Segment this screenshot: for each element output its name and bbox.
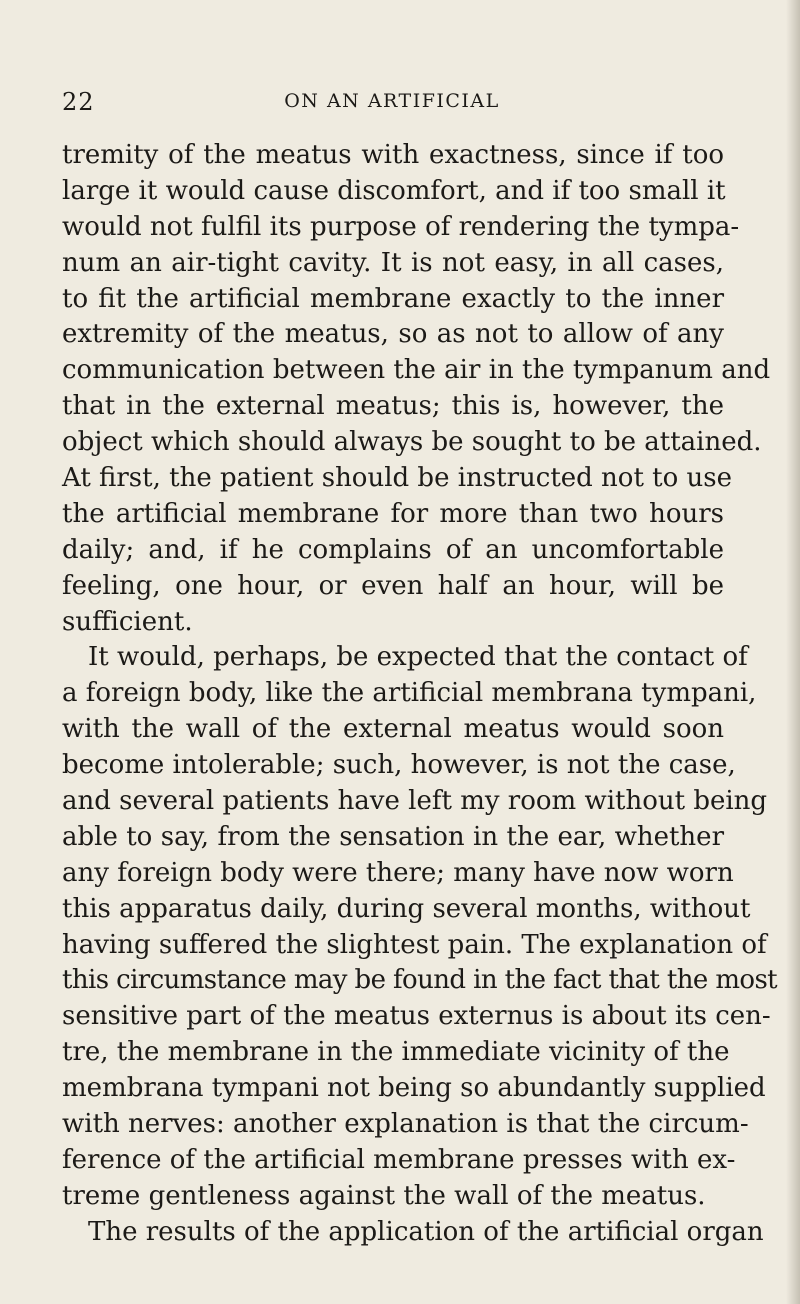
text-line: able to say, from the sensation in the ear, whether (62, 821, 724, 852)
page-edge-shadow (786, 0, 800, 1304)
text-line: large it would cause discomfort, and if too small it (62, 175, 726, 206)
text-line: membrana tympani not being so abundantly supplied (62, 1073, 766, 1104)
page-header (62, 88, 722, 118)
text-line: extremity of the meatus, so as not to allow of any (62, 319, 724, 350)
text-line: to fit the artificial membrane exactly to the inner (62, 283, 724, 314)
text-line: would not fulfil its purpose of rendering the tympa- (62, 211, 740, 242)
running-head: ON AN ARTIFICIAL (284, 90, 500, 112)
body-text (62, 138, 778, 1251)
text-line: ference of the artificial membrane presses with ex- (62, 1144, 736, 1175)
text-line: the artificial membrane for more than two hours (62, 498, 724, 529)
paragraph-start-line: It would, perhaps, be expected that the contact of (88, 642, 748, 673)
text-line: communication between the air in the tympanum and (62, 355, 771, 386)
text-line: any foreign body were there; many have now worn (62, 857, 734, 888)
text-line: a foreign body, like the artificial membrana tympani, (62, 678, 757, 709)
text-line: feeling, one hour, or even half an hour, will be (62, 570, 724, 601)
text-line: tre, the membrane in the immediate vicinity of the (62, 1037, 730, 1068)
text-line: tremity of the meatus with exactness, since if too (62, 140, 724, 170)
paragraph-start-line: The results of the application of the artificial organ (88, 1216, 764, 1247)
text-line: object which should always be sought to be attained. (62, 427, 762, 458)
text-line: num an air-tight cavity. It is not easy, in all cases, (62, 247, 724, 278)
page-number: 22 (62, 88, 95, 116)
paragraph-end-line: treme gentleness against the wall of the meatus. (62, 1180, 706, 1211)
text-line: this apparatus daily, during several months, without (62, 893, 751, 924)
text-line: become intolerable; such, however, is not the case, (62, 750, 736, 781)
text-line: with the wall of the external meatus would soon (62, 714, 724, 745)
text-line: daily; and, if he complains of an uncomfortable (62, 534, 724, 565)
text-line: sensitive part of the meatus externus is about its cen- (62, 1001, 771, 1032)
text-line: that in the external meatus; this is, however, the (62, 391, 724, 422)
text-line: At first, the patient should be instructed not to use (62, 463, 733, 494)
text-line: and several patients have left my room without being (62, 786, 768, 817)
text-line: having suffered the slightest pain. The explanation of (62, 929, 767, 960)
text-line: with nerves: another explanation is that the circum- (62, 1109, 749, 1140)
text-line: this circumstance may be found in the fact that the most (62, 965, 778, 996)
paragraph-end-line: sufficient. (62, 606, 193, 637)
